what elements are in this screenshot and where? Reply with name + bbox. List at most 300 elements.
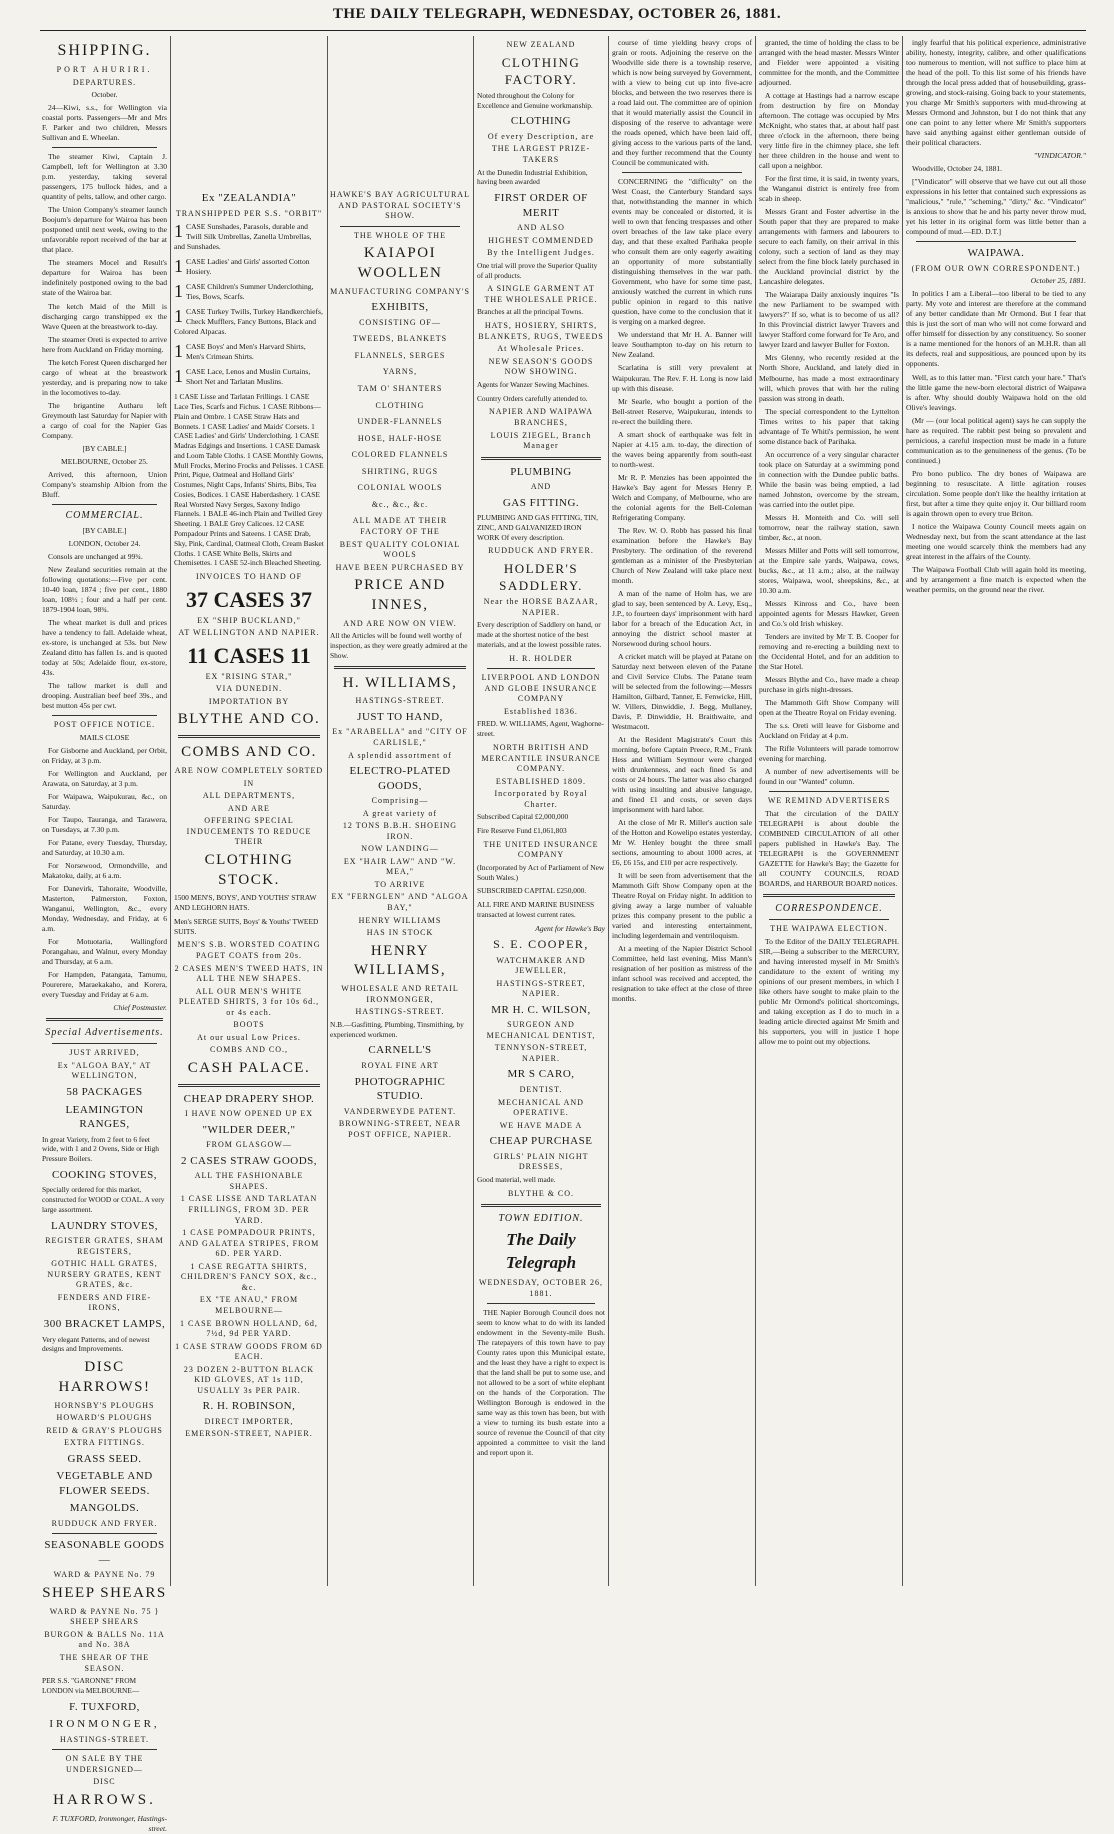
ad-line: HARROWS.	[53, 1791, 156, 1808]
ad-line: PLUMBING	[510, 465, 572, 478]
ad-line: 1 CASE BROWN HOLLAND, 6d, 7½d, 9d PER YARD.	[180, 1318, 318, 1339]
article-paragraph: That the circulation of the DAILY TELEGRAPH is about double the COMBINED CIRCULATION of all other papers published in Hawke's Bay. The TELEGRAPH is the GOVERNMENT GAZETTE for Hawke's Bay; the Gazette for all COUNTY COUNCILS, ROAD BOARDS, and HARBOUR BOARD notices.	[759, 808, 899, 888]
divider	[763, 894, 895, 897]
cable-label: [BY CABLE.]	[82, 443, 127, 453]
ad-line: 23 DOZEN 2-BUTTON BLACK KID GLOVES, AT 1s 11D, USUALLY 3s PER PAIR.	[183, 1364, 315, 1395]
commercial-heading: COMMERCIAL.	[65, 509, 144, 521]
article-paragraph: Messrs Miller and Potts will sell tomorrow, at the Empire sale yards, Waipawa, cows, bucks, &c., at 11 a.m.; also, at the railway stores, Waipawa, wool, sheepskins, &c., at 10.30 a.m.	[759, 545, 899, 595]
article-paragraph: For the first time, it is said, in twenty years, the Wanganui district is entirely free from scab in sheep.	[759, 174, 899, 204]
ad-line: HIGHEST COMMENDED	[488, 235, 594, 245]
case-count: 1	[174, 281, 183, 302]
ad-text: 1 CASE Lisse and Tarlatan Frillings. 1 CASE Lace Ties, Scarfs and Fichus. 1 CASE Ribbons—Plain and Ombre. 1 CASE Straw Hats and Bonnets. 1 CASE Ladies' and Maids' Corsets. 1 CASE Ladies' and Girls' Underclothing. 1 CASE Madras Edgings and Insertions. 1 CASE Damask and Loom Table Cloths. 1 CASE Monthly Gowns, Mull Frocks, Merino Frocks and Pelisses. 1 CASE Print, Pique, Oatmeal and Holland Girls' Costumes, Night Caps, Infants' Shirts, Bibs, Tea Cosies, Bodices. 1 CASE Haberdashery. 1 CASE Real Worsted Navy Serges, Saxony Indigo Flannels. 1 BALE 46-inch Plain and Twilled Grey Sheeting. 1 BALE Grey Calicoes. 12 CASE Pompadour Prints and Sateens. 1 CASE Drab, Sky, Pink, Cardinal, Oatmeal Cloth, Cream Basket Cloths. 1 CASE White Bells, Skirts and Chemisettes. 1 CASE 52-inch Bleached Sheeting.	[174, 392, 324, 568]
ad-line: IN	[243, 778, 255, 788]
divider	[487, 668, 595, 669]
article-paragraph: A cricket match will be played at Patane on Saturday next between eleven of the Patane and Civil Service Clubs. The Patane team will be selected from the following:—Messrs Hamilton, Gilbard, Tanner, E. Fenwicke, Hill, W. Villers, Dinwiddie, J. Begg, Mullaney, Davis, P. Dinwiddie, H. Braithwaite, and Westmacott.	[612, 651, 752, 732]
ad-line: "WILDER DEER,"	[202, 1123, 296, 1136]
ad-line: PRICE AND INNES,	[354, 577, 446, 613]
divider	[52, 1533, 157, 1534]
shipping-news: The ketch Maid of the Mill is discharging cargo transhipped ex the Wave Queen at the breastwork to-day.	[42, 301, 167, 331]
ad-line: MECHANICAL AND OPERATIVE.	[498, 1097, 584, 1118]
ad-line: GIRLS' PLAIN NIGHT DRESSES,	[493, 1151, 589, 1172]
ad-line: I HAVE NOW OPENED UP EX	[185, 1109, 313, 1119]
commercial-news: The tallow market is dull and drooping. Australian beef beef 39s., and best mutton 45s per cwt.	[42, 681, 167, 711]
ad-line: F. TUXFORD,	[69, 1700, 140, 1713]
ad-text: SUBSCRIBED CAPITAL £250,000.	[477, 886, 587, 896]
case-count: 1	[174, 366, 183, 387]
dateline: October 25, 1881.	[1030, 276, 1086, 286]
divider	[46, 1018, 163, 1021]
commercial-news: The wheat market is dull and prices have a tendency to fall. Adelaide wheat, ex-store, is unchanged at 53s. but New Zealand ditto has fallen 1s. and is quoted today at 50s; Adelaide flour, ex-store, 43s.	[42, 618, 167, 678]
ad-line: SEASONABLE GOODS—	[44, 1539, 165, 1566]
ad-text: FRED. W. WILLIAMS, Agent, Waghorne-street.	[477, 719, 604, 739]
ad-text: Specially ordered for this market, constructed for WOOD or COAL. A very large assortment.	[42, 1185, 165, 1214]
ad-line: GOTHIC HALL GRATES, NURSERY GRATES, KENT GRATES, &c.	[47, 1259, 162, 1290]
commercial-news: New Zealand securities remain at the following quotations:—Five per cent. 10-40 loan, 1874 ; five per cent., 1880 loan, 108½ ; four and a half per cent. 1879-1904 loan, 98¾.	[42, 565, 167, 615]
article-paragraph: It will be seen from advertisement that the Mammoth Gift Show Company open at the Theatre Royal on Friday night. In addition to giving away a large number of valuable prizes this company present to the public a varied and interesting entertainment, including legerdemain and ventriloquism.	[612, 871, 752, 941]
ad-line: DISC HARROWS!	[58, 1359, 151, 1395]
ad-line: ELECTRO-PLATED GOODS,	[349, 765, 451, 792]
ad-line: Of every Description, are	[487, 131, 595, 141]
ad-line: SURGEON AND MECHANICAL DENTIST,	[486, 1020, 596, 1040]
ad-line: COMBS AND CO.,	[209, 1045, 288, 1055]
ad-line: MANUFACTURING COMPANY'S	[330, 286, 470, 296]
ad-line: WHOLESALE AND RETAIL IRONMONGER,	[341, 984, 459, 1004]
mail-entry: For Norsewood, Ormondville, and Makatoku, daily, at 6 a.m.	[42, 860, 167, 880]
ad-text: N.B.—Gasfitting, Plumbing, Tinsmithing, by experienced workmen.	[330, 1019, 464, 1039]
ad-line: JUST ARRIVED,	[69, 1048, 140, 1058]
divider	[52, 715, 157, 716]
ad-line: H. R. HOLDER	[509, 653, 573, 663]
case-count: 1	[174, 341, 183, 362]
ad-line: REID & GRAY'S PLOUGHS	[46, 1425, 163, 1435]
ad-text: Men's SERGE SUITS, Boys' & Youths' TWEED SUITS.	[174, 916, 319, 936]
letter-signature: "VINDICATOR."	[1033, 151, 1086, 161]
case-description: CASE Children's Summer Underclothing, Ties, Bows, Scarfs.	[186, 282, 314, 302]
shipping-news: The steamer Oreti is expected to arrive here from Auckland on Friday morning.	[42, 334, 167, 354]
goods-item: COLORED FLANNELS	[351, 450, 449, 460]
ad-line: A splendid assortment of	[348, 750, 452, 760]
article-paragraph: Messrs Grant and Foster advertise in the South paper that they are prepared to make arrangements with farmers and labourers to secure to each family, on their arrival in this colony, such a section of land as they may select from the fine block lately purchased in the Auckland provincial district by the Lancashire delegates.	[759, 207, 899, 287]
item-list	[174, 222, 324, 387]
goods-item: COLONIAL WOOLS	[357, 483, 443, 493]
ad-line: R. H. ROBINSON,	[202, 1400, 296, 1413]
ad-line: AT WELLINGTON AND NAPIER.	[178, 628, 320, 638]
ad-line: RUDDUCK AND FRYER.	[488, 546, 594, 556]
cable-text: Arrived, this afternoon, Union Company's steamship Albion from the Bluff.	[42, 469, 167, 499]
ad-line: THE SHEAR OF THE SEASON.	[59, 1653, 150, 1673]
column-divider	[327, 36, 328, 1586]
article-paragraph: Messrs H. Monteith and Co. will sell tomorrow, near the railway station, sawn timber, &c., at noon.	[759, 512, 899, 542]
ad-line: MR S CARO,	[507, 1068, 575, 1081]
goods-item: CLOTHING	[375, 400, 425, 410]
article-paragraph: Mrs Glenny, who recently resided at the North Shore, Auckland, and lately died in Melbourne, has made a most extraordinary will, which proves that with her the ruling passion was strong in death.	[759, 353, 899, 403]
ad-line: DISC	[93, 1777, 116, 1787]
article-paragraph: A man of the name of Holm has, we are glad to say, been sentenced by A. Levy, Esq., J.P., to fourteen days' imprisonment with hard labor for a breach of the Education Act, in annoying the district school master at Norsewood during school hours.	[612, 588, 752, 648]
article-paragraph: course of time yielding heavy crops of grain or roots. Adjoining the reserve on the Woodville side there is a township reserve, which is now being surveyed by Government, with a view to being cut up into five-acre blocks, and between the two reserves there is a road laid out. The committee are of opinion that it would materially assist the Council in disposing of the reserve to advantage were the roads opened, which have been laid off, giving access to the various parts of the land, and they further recommend that the County Council be communicated with.	[612, 38, 752, 168]
column-3	[330, 38, 470, 1584]
correspondence-heading: CORRESPONDENCE.	[775, 902, 883, 914]
shipping-news: The brigantine Autharu left Greymouth last Saturday for Napier with a cargo of coal for the Napier Gas Company.	[42, 400, 167, 440]
article-paragraph: CONCERNING the "difficulty" on the West Coast, the Canterbury Standard says that, notwithstanding the manner in which events may be concealed or distorted, it is well to own that fencing trespasses and other overt breaches of the law take place every day, and that these exalted Parihaka people who consult them are only eagerly awaiting an opportunity of more substantially distinguishing themselves in the war path. Government, who have for some time past, anxiously watched the current in which runs public opinion in regard to this native question, have come to the conclusion that it is verging on a marked degree.	[612, 177, 752, 327]
article-paragraph: Tenders are invited by Mr T. B. Cooper for removing and re-erecting a building next to the Occidental Hotel, and for an addition to the Star Hotel.	[759, 631, 899, 671]
divider	[52, 147, 157, 148]
ad-line: CASH PALACE.	[187, 1059, 311, 1076]
ad-line: ALL THE FASHIONABLE SHAPES.	[194, 1171, 304, 1191]
ad-text: At the Dunedin Industrial Exhibition, having been awarded	[477, 167, 588, 187]
ad-line: TENNYSON-STREET, NAPIER.	[494, 1043, 588, 1063]
ad-text: 1500 MEN'S, BOYS', AND YOUTHS' STRAW AND LEGHORN HATS.	[174, 893, 317, 913]
column-divider	[755, 36, 756, 1586]
divider	[769, 791, 889, 792]
ad-text: (Incorporated by Act of Parliament of New South Wales.)	[477, 862, 605, 882]
ad-text: Country Orders carefully attended to.	[477, 393, 588, 403]
ad-line: THE UNITED INSURANCE COMPANY	[483, 839, 599, 860]
column-divider	[608, 36, 609, 1586]
article-paragraph: A cottage at Hastings had a narrow escape from destruction by fire on Monday afternoon. The cottage was occupied by Mrs McKnight, who states that, at about half past three o'clock in the afternoon, there being very little fire in the chimney place, she left her three children in the house and went to call upon a neighbor.	[759, 91, 899, 171]
ad-line: EX "SHIP BUCKLAND,"	[197, 615, 301, 625]
shipping-heading: SHIPPING.	[57, 42, 152, 59]
ad-line: 37 CASES 37	[186, 586, 312, 612]
divider	[52, 1749, 157, 1750]
article-paragraph: Pro bono publico. The dry bones of Waipawa are beginning to resuscitate. A little agitation rouses circulation. Some people don't like the healthy irritation at first, but after a time they quite enjoy it. Our billiard room is again thrown open to every true Briton.	[906, 468, 1086, 518]
article-paragraph: Messrs Blythe and Co., have made a cheap purchase in girls night-dresses.	[759, 674, 899, 694]
divider	[340, 226, 460, 227]
ad-line: ALL OUR MEN'S WHITE PLEATED SHIRTS, 3 for 10s 6d., or 4s each.	[178, 986, 320, 1017]
ad-line: EXHIBITS,	[371, 301, 429, 314]
ad-text: All the Articles will be found well worthy of inspection, as they were greatly admired at the Show.	[330, 631, 468, 660]
article-paragraph: Scarlatina is still very prevalent at Waipukurau. The Rev. F. H. Long is now laid up with this disease.	[612, 363, 752, 393]
ad-line: EX "FERNGLEN" AND "ALGOA BAY,"	[331, 892, 469, 913]
case-item	[174, 307, 324, 337]
divider	[52, 1043, 157, 1044]
ad-line: Near the HORSE BAZAAR, NAPIER.	[483, 597, 599, 617]
ad-line: PHOTOGRAPHIC STUDIO.	[354, 1075, 446, 1103]
column-7	[906, 38, 1086, 1584]
ad-line: BLYTHE & CO.	[507, 1188, 575, 1198]
goods-item: &c., &c., &c.	[371, 499, 429, 509]
ad-line: 2 CASES STRAW GOODS,	[180, 1154, 318, 1167]
post-office-heading: POST OFFICE NOTICE.	[53, 720, 156, 730]
article-paragraph: The Rev. W. O. Robb has passed his final examination before the Hawke's Bay Presbytery. The ordination of the reverend gentleman as a minister of the Presbyterian Church of New Zealand will take place next month.	[612, 525, 752, 585]
goods-item: TWEEDS, BLANKETS	[352, 334, 448, 344]
shipping-news: The steamer Kiwi, Captain J. Campbell, left for Wellington at 3.30 p.m. yesterday, taking several passengers, 175 bullock hides, and a quantity of pelts, tallow, and other cargo.	[42, 152, 167, 202]
ad-text: ALL FIRE AND MARINE BUSINESS transacted at lowest current rates.	[477, 900, 595, 919]
ad-line: CLOTHING STOCK.	[204, 851, 294, 888]
ad-line: A great variety of	[362, 808, 438, 818]
article-paragraph: At the Resident Magistrate's Court this morning, before Captain Preece, R.M., Frank Hess and William Seymour were charged with drunkenness, and each fined 5s and costs or 24 hours. The latter was also charged with using insulting and abusive language, and fined £1 and costs, or seven days imprisonment with hard labor.	[612, 735, 752, 815]
article-paragraph: The special correspondent to the Lyttelton Times writes to his paper that taking advantage of Te Whiti's permission, he went some distance back of Parihaka.	[759, 406, 899, 446]
editorial-text: THE Napier Borough Council does not seem to know what to do with its landed endowment in the Seventy-mile Bush. The ratepayers of this town have to pay County rates upon this Municipal estate, and the least they have a right to expect is that the land shall be put to some use, and not allowed to be a sort of white elephant on the hands of the Corporation. The Wellington Borough is endowed in the same way as this town has been, but with a view to turning its bush estate into a source of revenue the Council of that city appointed a committee to visit the land and report upon it.	[477, 1308, 605, 1458]
ad-line: KAIAPOI WOOLLEN	[357, 245, 443, 281]
ad-line: HAS IN STOCK	[366, 928, 434, 938]
commercial-news: Consols are unchanged at 99¾.	[48, 552, 143, 561]
ad-line: VEGETABLE AND FLOWER SEEDS.	[56, 1470, 153, 1497]
mail-entry: For Danevirk, Tahoraite, Woodville, Masterton, Palmerston, Foxton, Wanganui, Wellington, &c., every Monday, Wednesday, and Friday, at 6 a.m.	[42, 883, 167, 934]
ad-line: FENDERS AND FIRE-IRONS,	[57, 1292, 152, 1313]
article-paragraph: At the close of Mr R. Miller's auction sale of the Hotton and Kowelipo estates yesterday, Mr W. Henley bought the three small sections, amounting to about 1000 acres, at £6, £6 15s, and £10 per acre respectively.	[612, 818, 752, 868]
ad-line: THE WHOLE OF THE	[354, 230, 446, 240]
ad-line: EXTRA FITTINGS.	[64, 1438, 145, 1448]
case-count: 1	[174, 306, 183, 327]
ad-line: CLOTHING FACTORY.	[501, 54, 581, 87]
ad-line: Incorporated by Royal Charter.	[494, 789, 588, 809]
goods-item: UNDER-FLANNELS	[357, 417, 443, 427]
article-paragraph: At a meeting of the Napier District School Committee, held last evening, Miss Mann's resignation of her position as mistress of the infant school was received and accepted, the resignation to take effect at the close of three months.	[612, 944, 752, 1004]
case-item	[174, 367, 324, 387]
ad-line: NAPIER AND WAIPAWA BRANCHES,	[488, 407, 594, 427]
cable-dateline: MELBOURNE, October 25.	[61, 456, 148, 466]
column-divider	[170, 36, 171, 1586]
article-paragraph: The Waiarapa Daily anxiously inquires "Is the new Parliament to be swamped with lawyers?" If so, what is to become of us all? In this Provincial district lawyer Travers and lawyer Stafford come forward for Te Aro, and lawyer Izard and lawyer Buller for Foxton.	[759, 290, 899, 350]
article-paragraph: (Mr — (our local political agent) says he can supply the hare as required. The rabbit pest being so prevalent and pernicious, a careful inspection must be made in a future communication as to the genuineness of the genus. (To be continued.)	[906, 415, 1086, 465]
divider	[481, 457, 601, 460]
goods-item: HOSE, HALF-HOSE	[357, 433, 443, 443]
departures-date: October.	[91, 90, 118, 100]
ad-line: WARD & PAYNE No. 79	[53, 1570, 156, 1580]
ad-line: TRANSHIPPED PER S.S. "ORBIT"	[175, 208, 323, 218]
divider	[481, 1204, 601, 1207]
ad-line: LIVERPOOL AND LONDON AND GLOBE INSURANCE COMPANY	[481, 673, 601, 704]
ad-line: GRASS SEED.	[67, 1452, 142, 1465]
ad-line: 1 CASE REGATTA SHIRTS, CHILDREN'S FANCY SOX, &c., &c.	[180, 1261, 318, 1292]
article-paragraph: An occurrence of a very singular character took place on Saturday at a swimming pond in connection with the Dundee public baths. While the basin was being emptied, a lad named Johnston, overcome by the stream, was carried into the outlet pipe.	[759, 449, 899, 509]
ad-line: CARNELL'S	[368, 1044, 432, 1057]
ad-line: HENRY WILLIAMS,	[353, 942, 447, 979]
divider	[622, 172, 742, 173]
ad-line: HAWKE'S BAY AGRICULTURAL AND PASTORAL SOCIETY'S SHOW.	[330, 190, 470, 221]
column-4	[477, 38, 605, 1584]
goods-list	[330, 334, 470, 510]
article-paragraph: The s.s. Oreti will leave for Gisborne and Auckland on Friday at 4 p.m.	[759, 721, 899, 741]
mail-entry: For Gisborne and Auckland, per Orbit, on Friday, at 3 p.m.	[42, 745, 167, 765]
ad-line: WE HAVE MADE A	[499, 1120, 583, 1130]
article-paragraph: Well, as to this latter man. "First catch your hare." That's the little game the new-born electoral district of Waipawa is after. Why should doubly Waipawa hold on the old Olive's leavings.	[906, 372, 1086, 412]
ad-line: SHEEP SHEARS	[42, 1585, 167, 1602]
ad-line: WATCHMAKER AND JEWELLER,	[496, 955, 586, 976]
ad-text: Agents for Wanzer Sewing Machines.	[477, 379, 589, 389]
ad-line: REGISTER GRATES, SHAM REGISTERS,	[45, 1236, 164, 1256]
ad-text: Noted throughout the Colony for Excellence and Genuine workmanship.	[477, 90, 593, 110]
ad-line: NORTH BRITISH AND MERCANTILE INSURANCE COMPANY.	[481, 742, 601, 774]
paper-title: The Daily Telegraph	[505, 1230, 577, 1272]
departures-heading: DEPARTURES.	[72, 77, 137, 87]
ad-line: EX "HAIR LAW" AND "W. MEA,"	[343, 856, 457, 877]
ad-line: Comprising—	[371, 796, 429, 806]
ad-line: TO ARRIVE	[374, 879, 426, 889]
ad-line: ALL DEPARTMENTS,	[202, 791, 296, 801]
ad-line: HASTINGS-STREET, NAPIER.	[496, 978, 586, 999]
ad-text: Branches at all the principal Towns.	[477, 307, 584, 317]
ad-text: Very elegant Patterns, and of newest designs and Improvements.	[42, 1334, 150, 1354]
ad-line: DENTIST.	[519, 1084, 563, 1094]
ad-line: 58 PACKAGES	[66, 1086, 143, 1098]
ad-signature: Agent for Hawke's Bay	[535, 923, 605, 933]
mail-entry: For Wellington and Auckland, per Arawata, on Saturday, at 3 p.m.	[42, 768, 167, 788]
spacer	[330, 38, 470, 188]
case-count: 1	[174, 221, 183, 242]
article-paragraph: A smart shock of earthquake was felt in Napier at 4.15 a.m. to-day, the direction of the waves being apparently from south-east to north-west.	[612, 429, 752, 469]
article-paragraph: The Waipawa Football Club will again hold its meeting, and by arrangement a fine match is expected when the weather permits, on the ground near the river.	[906, 564, 1086, 594]
ad-line: HORNSBY'S PLOUGHS	[54, 1400, 155, 1410]
ad-line: EX "TE ANAU," FROM MELBOURNE—	[199, 1295, 299, 1315]
departure-entry: 24—Kiwi, s.s., for Wellington via coastal ports. Passengers—Mr and Mrs F. Parker and two children, Messrs Sullivan and E. Wheelan.	[42, 103, 167, 143]
divider	[916, 241, 1076, 242]
ad-text: Fire Reserve Fund £1,061,803	[477, 826, 567, 836]
divider	[487, 1303, 595, 1304]
case-item	[174, 222, 324, 252]
column-divider	[902, 36, 903, 1586]
ad-line: BURGON & BALLS No. 11A and No. 38A	[44, 1629, 165, 1650]
masthead: THE DAILY TELEGRAPH, WEDNESDAY, OCTOBER 26, 1881.	[332, 6, 782, 22]
correspondent-label: (FROM OUR OWN CORRESPONDENT.)	[911, 263, 1081, 273]
ad-line: VANDERWEYDE PATENT.	[343, 1106, 457, 1116]
ad-line: ALL MADE AT THEIR FACTORY OF THE	[352, 516, 448, 536]
ad-text: One trial will prove the Superior Quality of all products.	[477, 260, 598, 280]
section-heading: WAIPAWA.	[967, 247, 1025, 260]
mail-entry: For Motuotaria, Wallingford Porangahau, and Walnut, every Monday and Thursday, at 6 a.m.	[42, 937, 167, 967]
case-item	[174, 257, 324, 277]
ad-line: BROWNING-STREET, NEAR POST OFFICE, NAPIER.	[338, 1119, 462, 1139]
ad-line: HENRY WILLIAMS	[358, 915, 442, 925]
ad-line: FROM GLASGOW—	[206, 1140, 292, 1150]
goods-item: SHIRTING, RUGS	[361, 466, 439, 476]
ad-line: DIRECT IMPORTER,	[204, 1416, 294, 1426]
ad-line: HOLDER'S SADDLERY.	[499, 561, 583, 594]
article-paragraph: I notice the Waipawa County Council meets again on Wednesday next, but from the scant attendance at the last meeting one would scarcely think the members had any great interest in the affairs of the County.	[906, 521, 1086, 561]
issue-date: WEDNESDAY, OCTOBER 26, 1881.	[478, 1278, 604, 1298]
ad-line: Ex "ZEALANDIA"	[201, 192, 297, 204]
shipping-news: The steamers Mocel and Result's departure for Wairoa has been indefinitely postponed owing to the bad state of the Wairoa bar.	[42, 258, 167, 298]
remind-heading: WE REMIND ADVERTISERS	[767, 796, 891, 806]
ad-line: MEN'S S.B. WORSTED COATING PAGET COATS from 20s.	[177, 940, 321, 961]
case-description: CASE Sunshades, Parasols, durable and Twill Silk Umbrellas, Zanella Umbrellas, and Sunshades.	[174, 222, 312, 252]
ad-line: ESTABLISHED 1809.	[495, 776, 587, 786]
mail-entry: For Hampden, Patangata, Tamumu, Pourerere, Maraekakaho, and Korera, every Tuesday and Friday at 6 a.m.	[42, 970, 167, 1000]
ad-line: LEAMINGTON RANGES,	[65, 1103, 144, 1131]
article-paragraph: The Mammoth Gift Show Company will open at the Theatre Royal on Friday evening.	[759, 697, 899, 717]
ad-line: NEW SEASON'S GOODS NOW SHOWING.	[488, 356, 594, 377]
ad-line: COMBS AND CO.	[181, 744, 317, 761]
editor-note: ["Vindicator" will observe that we have cut out all those expressions in his letter that contained such expressions as "malicious," "rule," "scheming," "dirty," &c. "Vindicator" is anxious to show that he and his party never throw mud, yet his letter in its original form was little better than a compound of mud.—ED. D.T.]	[906, 177, 1086, 237]
letter-place: Woodville, October 24, 1881.	[912, 164, 1003, 174]
ad-line: COOKING STOVES,	[51, 1168, 158, 1181]
ad-line: 1 CASE POMPADOUR PRINTS, AND GALATEA STRIPES, FROM 6D. PER YARD.	[178, 1228, 320, 1259]
ad-line: At our usual Low Prices.	[197, 1032, 301, 1042]
ad-line: BLYTHE AND CO.	[177, 711, 321, 728]
case-count: 1	[174, 256, 183, 277]
special-heading: Special Advertisements.	[45, 1027, 164, 1039]
article-paragraph: A number of new advertisements will be found in our "Wanted" column.	[759, 767, 899, 787]
ad-line: LOUIS ZIEGEL, Branch Manager	[490, 430, 592, 451]
ad-line: CONSISTING OF—	[359, 317, 441, 327]
ad-line: BOOTS	[233, 1020, 265, 1030]
ad-line: IMPORTATION BY	[208, 696, 290, 706]
case-description: CASE Lace, Lenos and Muslin Curtains, Short Net and Tarlatan Muslins.	[186, 367, 311, 387]
letter-paragraph: ingly fearful that his political experience, administrative ability, honesty, integrity, calibre, and other qualifications too numerous to mention, will not suffice to place him at the head of the poll. To this list some of his friends have through the local press added that of housebuilding, grass-growing, and stock-raising. Going back to your statements, you charge Mr Smith's supporters with mud-throwing at Messrs Ormond and Johnston, but I do not think that any one can point to any letter where Mr Smith's supporters have said anything against either gentleman outside of their political characters.	[906, 38, 1086, 148]
case-description: CASE Ladies' and Girls' assorted Cotton Hosiery.	[186, 257, 310, 277]
ad-line: HASTINGS-STREET.	[60, 1734, 149, 1744]
ad-line: LAUNDRY STOVES,	[50, 1219, 159, 1232]
ad-line: AND ALSO	[517, 223, 565, 233]
ad-line: INVOICES TO HAND OF	[195, 572, 303, 582]
ad-line: 1 CASE LISSE AND TARLATAN FRILLINGS, FROM 3D. PER YARD.	[180, 1194, 318, 1225]
ad-line: A SINGLE GARMENT AT THE WHOLESALE PRICE.	[484, 284, 598, 304]
ad-text: PER S.S. "GARONNE" FROM LONDON via MELBOURNE—	[42, 1676, 140, 1695]
mail-entry: For Waipawa, Waipukurau, &c., on Saturday.	[42, 791, 167, 811]
article-paragraph: We understand that Mr H. A. Banner will leave Southampton to-day on his return to New Zealand.	[612, 330, 752, 360]
ad-line: AND	[530, 482, 552, 492]
article-paragraph: The Rifle Volunteers will parade tomorrow evening for marching.	[759, 744, 899, 764]
ad-line: OFFERING SPECIAL INDUCEMENTS TO REDUCE THEIR	[186, 816, 312, 847]
ad-line: 1 CASE STRAW GOODS FROM 6D EACH.	[175, 1341, 323, 1362]
town-edition-heading: TOWN EDITION.	[498, 1213, 584, 1225]
ad-line: MANGOLDS.	[69, 1502, 140, 1515]
ad-line: JUST TO HAND,	[357, 710, 443, 723]
ad-text: Good material, well made.	[477, 1174, 556, 1184]
ad-line: S. E. COOPER,	[493, 936, 589, 951]
article-paragraph: Mr R. P. Menzies has been appointed the Hawke's Bay agent for Messrs Henry P. Welch and Company, of Melbourne, who are the colonial agents for the Bell-Coleman Refrigerating Company.	[612, 472, 752, 522]
shipping-news: The ketch Forest Queen discharged her cargo of wheat at the breastwork yesterday, and is preparing now to take in the locomotives to-day.	[42, 357, 167, 397]
section-heading: THE WAIPAWA ELECTION.	[770, 923, 888, 933]
ad-line: MR H. C. WILSON,	[491, 1003, 591, 1016]
ad-line: CHEAP DRAPERY SHOP.	[183, 1092, 315, 1105]
ad-line: ON SALE BY THE UNDERSIGNED—	[65, 1754, 144, 1774]
ad-line: EMERSON-STREET, NAPIER.	[185, 1429, 313, 1439]
divider	[334, 666, 466, 669]
article-paragraph: granted, the time of holding the class to be arranged with the head master. Messrs Winter and Fielder were appointed a visiting committee for the month, and the Committee adjourned.	[759, 38, 899, 88]
cable-dateline: LONDON, October 24.	[68, 538, 141, 548]
ad-line: CHEAP PURCHASE	[489, 1135, 593, 1148]
article-paragraph: Messrs Kinross and Co., have been appointed agents for Messrs Hawker, Green and Co.'s old Irish whiskey.	[759, 598, 899, 628]
mails-close: MAILS CLOSE	[79, 732, 130, 742]
case-item	[174, 342, 324, 362]
ad-line: Ex "ALGOA BAY," AT WELLINGTON,	[57, 1060, 152, 1081]
goods-item: FLANNELS, SERGES	[354, 350, 446, 360]
shipping-news: The Union Company's steamer launch Boojum's departure for Wairoa has been postponed until next week, owing to the unfavorable report received of the bar at that place.	[42, 205, 167, 255]
ad-line: At Wholesale Prices.	[497, 344, 585, 354]
ad-line: FIRST ORDER OF MERIT	[494, 192, 588, 219]
ad-line: HASTINGS-STREET.	[355, 1007, 445, 1017]
port-heading: PORT AHURIRI.	[56, 65, 153, 75]
ad-line: BEST QUALITY COLONIAL WOOLS	[339, 539, 461, 560]
ad-line: CLOTHING	[510, 115, 572, 128]
ad-line: NEW ZEALAND	[506, 40, 576, 49]
ad-line: 11 CASES 11	[187, 642, 311, 668]
column-2	[174, 38, 324, 1584]
column-1	[42, 38, 167, 1833]
mail-entry: For Taupo, Tauranga, and Tarawera, on Tuesdays, at 7.30 p.m.	[42, 814, 167, 834]
column-5	[612, 38, 752, 1584]
ad-line: By the Intelligent Judges.	[487, 248, 595, 258]
goods-item: YARNS,	[382, 367, 418, 377]
divider	[178, 735, 320, 738]
case-description: CASE Boys' and Men's Harvard Shirts, Men's Crimean Shirts.	[186, 342, 306, 362]
case-description: CASE Turkey Twills, Turkey Handkerchiefs, Check Mufflers, Fancy Buttons, Black and Colored Alpacas.	[174, 307, 323, 337]
ad-line: EX "RISING STAR,"	[205, 671, 293, 681]
spacer	[174, 38, 324, 188]
divider	[178, 1084, 320, 1087]
case-item	[174, 282, 324, 302]
ad-line: AND ARE NOW ON VIEW.	[343, 618, 457, 628]
ad-line: Established 1836.	[504, 706, 578, 716]
ad-line: 12 TONS B.B.H. SHOEING IRON.	[342, 821, 458, 841]
ad-line: THE LARGEST PRIZE-TAKERS	[491, 144, 591, 164]
column-divider	[473, 36, 474, 1586]
ad-text: In great Variety, from 2 feet to 6 feet wide, with 1 and 2 Ovens, Side or High Pressure Boilers.	[42, 1134, 160, 1164]
divider	[769, 919, 889, 920]
article-paragraph: Mr Searle, who bought a portion of the Bell-street Reserve, Waipukurau, intends to re-erect the building there.	[612, 396, 752, 426]
letter-paragraph: To the Editor of the DAILY TELEGRAPH. SIR,—Being a subscriber to the MERCURY, and having interested myself in Mr Smith's candidature to the extent of writing my opinions of our present members, in which I like others have sought to make plain to the public Mr Ormond's political shortcomings, and taking exception as I do to much in a leading article directed against Mr Smith and his supporters, you will in justice I hope allow me to point out my objections.	[759, 936, 899, 1046]
